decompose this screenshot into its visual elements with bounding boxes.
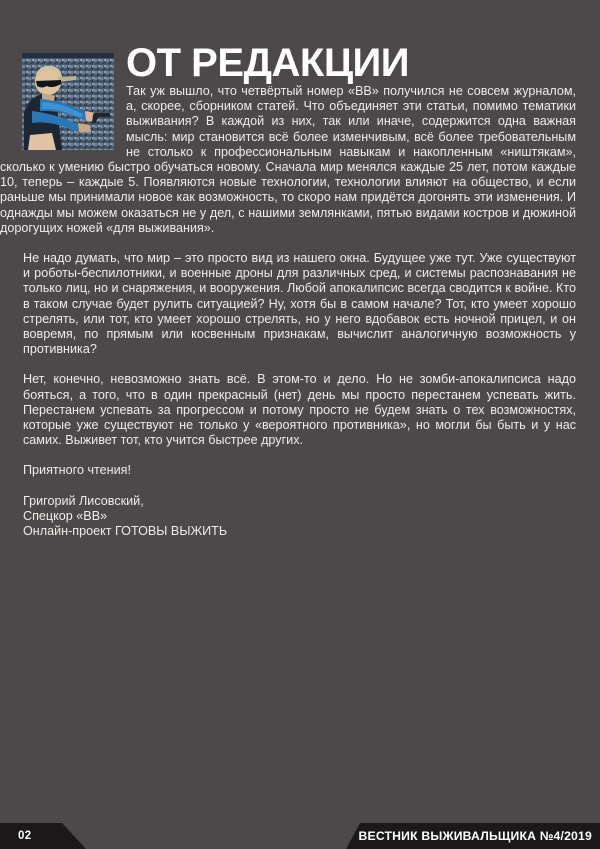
paragraph-3: Нет, конечно, невозможно знать всё. В этом-то и дело. Но не зомби-апокалипсиса надо бояться, а того, что в один прекрасный (нет) день мы просто перестанем успевать жить. Перестанем успевать за прогрессом и потому просто не будем знать о тех возможностях, которые уже существуют не только у «вероятного противника», но могли бы быть и у нас самих. Выживет тот, кто учится быстрее других. xyxy=(23,372,576,448)
signature-project: Онлайн-проект ГОТОВЫ ВЫЖИТЬ xyxy=(23,524,228,539)
signature-role: Спецкор «ВВ» xyxy=(23,508,108,523)
article-lower-body xyxy=(0,251,576,539)
paragraph-2: Не надо думать, что мир – это просто вид из нашего окна. Будущее уже тут. Уже существуют и роботы-беспилотники, и военные дроны для различных сред, и системы распознавания не только лиц, но и снаряжения, и вооружения. Любой апокалипсис всегда сводится к войне. Кто в таком случае будет рулить ситуацией? Ну, хотя бы в самом начале? Тот, кто умеет хорошо стрелять, или тот, кто умеет хорошо стрелять, но у него вдобавок есть ночной прицел, и он вовремя, по прямым или косвенным признакам, вычислит аналогичную возможность у противника? xyxy=(23,251,576,357)
page-title: ОТ РЕДАКЦИИ xyxy=(126,41,410,85)
editorial-photo xyxy=(22,53,114,150)
publication-title: ВЕСТНИК ВЫЖИВАЛЬЩИКА №4/2019 xyxy=(358,829,592,843)
article-body xyxy=(0,84,600,539)
editorial-photo-illustration xyxy=(22,53,114,150)
paragraph-1: Так уж вышло, что четвёртый номер «ВВ» получился не совсем журналом, а, скорее, сборником статей. Что объединяет эти статьи, помимо тематики выживания? В каждой из них, так или иначе, содержится одна важная мысль: мир становится всё более изменчивым, всё более требовательным не столько к профессиональным навыкам и накопленным «ништякам», сколько к умению быстро обучаться новому. Сначала мир менялся каждые 25 лет, потом каждые 10, теперь – каждые 5. Появляются новые технологии, технологии влияют на общество, и если раньше мы принимали новое как возможность, то скоро нам придётся догонять эти изменения. И однажды мы можем оказаться не у дел, с нашими землянками, пятью видами костров и дюжиной дорогущих ножей «для выживания». xyxy=(0,84,576,235)
page-number: 02 xyxy=(18,830,32,842)
paragraph-4: Приятного чтения! xyxy=(23,463,131,478)
signature-name: Григорий Лисовский, xyxy=(23,493,144,508)
signature-block xyxy=(23,494,576,540)
footer-left-shape xyxy=(0,823,86,849)
page-footer xyxy=(0,823,600,849)
